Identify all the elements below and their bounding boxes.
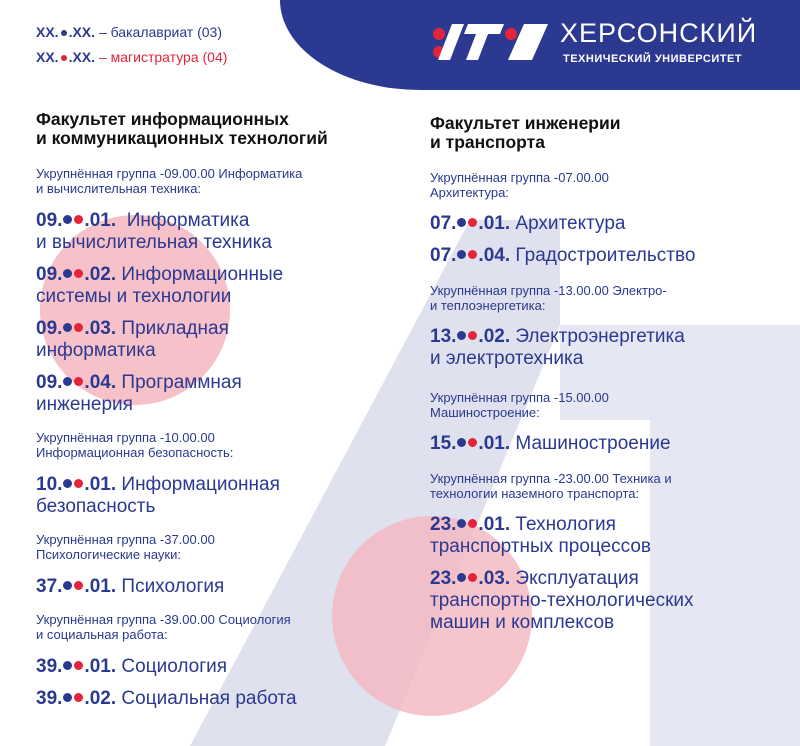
- program-name: транспортно-технологических: [430, 590, 694, 611]
- blue-dot-icon: [63, 661, 72, 670]
- program-code: .01.: [84, 474, 117, 495]
- legend-code-part: ХХ.: [36, 24, 59, 40]
- program-name: Архитектура: [515, 213, 626, 234]
- program-name: Программная: [121, 372, 242, 393]
- program-code: .02.: [84, 264, 117, 285]
- program-name: Социальная работа: [121, 688, 297, 709]
- title-line: Факультет инженерии: [430, 113, 621, 133]
- program-code: 09.: [36, 372, 63, 393]
- red-dot-icon: [74, 661, 83, 670]
- group-line: Укрупнённая группа -23.00.00 Техника и: [430, 471, 672, 486]
- group-line: Укрупнённая группа -15.00.00: [430, 390, 609, 405]
- program-name: Информационная: [121, 474, 280, 495]
- program-item: [36, 264, 283, 308]
- red-dot-icon: [74, 693, 83, 702]
- legend-master: [36, 49, 227, 65]
- blue-dot-icon: [63, 479, 72, 488]
- program-name: Технология: [515, 514, 616, 535]
- program-item: [430, 514, 651, 558]
- red-dot-icon: [74, 323, 83, 332]
- program-name: Информационные: [121, 264, 284, 285]
- red-dot-icon: [468, 519, 477, 528]
- red-dot-icon: [468, 250, 477, 259]
- group-heading: [36, 166, 302, 196]
- program-code: 10.: [36, 474, 63, 495]
- title-line: и коммуникационных технологий: [36, 128, 328, 148]
- program-code: .02.: [84, 688, 117, 709]
- university-subtitle: ТЕХНИЧЕСКИЙ УНИВЕРСИТЕТ: [563, 53, 742, 65]
- legend-code-part: .ХХ.: [68, 49, 96, 65]
- red-dot-icon: [468, 218, 477, 227]
- program-item: [36, 576, 224, 598]
- group-line: Машиностроение:: [430, 405, 540, 420]
- group-heading: [36, 430, 233, 460]
- program-name: Машиностроение: [515, 433, 671, 454]
- program-name: инженерия: [36, 394, 133, 415]
- faculty-title-ict: [36, 110, 328, 148]
- red-dot-icon: [74, 377, 83, 386]
- blue-dot-icon: [457, 438, 466, 447]
- program-code: 37.: [36, 576, 63, 597]
- red-dot-icon: [468, 331, 477, 340]
- blue-dot-icon: [457, 519, 466, 528]
- group-line: Укрупнённая группа -37.00.00: [36, 532, 215, 547]
- legend-text: – бакалавриат (03): [98, 24, 222, 40]
- program-code: 23.: [430, 568, 457, 589]
- group-line: Укрупнённая группа -39.00.00 Социология: [36, 612, 291, 627]
- group-heading: [430, 471, 672, 501]
- program-code: 09.: [36, 210, 63, 231]
- blue-dot-icon: [457, 331, 466, 340]
- program-code: 13.: [430, 326, 457, 347]
- program-code: .01.: [478, 514, 511, 535]
- university-name: ХЕРСОНСКИЙ: [560, 18, 758, 48]
- group-heading: [430, 170, 609, 200]
- program-name: информатика: [36, 340, 156, 361]
- program-code: .04.: [84, 372, 117, 393]
- legend-code-part: ХХ.: [36, 49, 59, 65]
- program-name: системы и технологии: [36, 286, 232, 307]
- group-line: технологии наземного транспорта:: [430, 486, 640, 501]
- program-name: машин и комплексов: [430, 612, 615, 633]
- group-line: Укрупнённая группа -10.00.00: [36, 430, 215, 445]
- blue-dot-icon: [457, 573, 466, 582]
- khntu-logo-icon: [428, 22, 550, 62]
- program-code: .01.: [478, 433, 511, 454]
- program-code: .04.: [478, 245, 511, 266]
- faculty-title-engineering: [430, 114, 621, 152]
- program-code: .01.: [478, 213, 511, 234]
- red-dot-icon: [74, 479, 83, 488]
- group-heading: [430, 390, 609, 420]
- program-code: 39.: [36, 656, 63, 677]
- legend-text: – магистратура (04): [98, 49, 228, 65]
- program-code: 39.: [36, 688, 63, 709]
- program-name: Эксплуатация: [515, 568, 639, 589]
- blue-dot-icon: [63, 323, 72, 332]
- program-item: [36, 372, 242, 416]
- legend-code-part: .ХХ.: [68, 24, 96, 40]
- program-code: .01.: [84, 656, 117, 677]
- program-code: 15.: [430, 433, 457, 454]
- program-name: транспортных процессов: [430, 536, 651, 557]
- program-code: .03.: [478, 568, 511, 589]
- program-name: и электротехника: [430, 348, 584, 369]
- blue-dot-icon: [457, 250, 466, 259]
- program-name: и вычислительная техника: [36, 232, 272, 253]
- program-item: [430, 568, 694, 634]
- program-name: Социология: [121, 656, 228, 677]
- program-name: Прикладная: [121, 318, 229, 339]
- program-item: [430, 433, 671, 455]
- program-code: 09.: [36, 318, 63, 339]
- group-line: и вычислительная техника:: [36, 181, 202, 196]
- program-item: [36, 656, 227, 678]
- program-item: [36, 318, 229, 362]
- group-line: и социальная работа:: [36, 627, 168, 642]
- group-line: Укрупнённая группа -07.00.00: [430, 170, 609, 185]
- group-heading: [36, 612, 291, 642]
- red-dot-icon: [74, 581, 83, 590]
- program-name: Психология: [121, 576, 225, 597]
- program-code: 07.: [430, 245, 457, 266]
- program-name: безопасность: [36, 496, 156, 517]
- program-name: Информатика: [126, 210, 250, 231]
- red-dot-icon: [61, 55, 67, 61]
- red-dot-icon: [74, 215, 83, 224]
- red-dot-icon: [468, 438, 477, 447]
- group-heading: [430, 283, 667, 313]
- group-line: Психологические науки:: [36, 547, 181, 562]
- program-code: .03.: [84, 318, 117, 339]
- blue-dot-icon: [63, 269, 72, 278]
- group-line: Укрупнённая группа -09.00.00 Информатика: [36, 166, 303, 181]
- blue-dot-icon: [63, 377, 72, 386]
- group-heading: [36, 532, 215, 562]
- blue-dot-icon: [63, 693, 72, 702]
- title-line: и транспорта: [430, 132, 545, 152]
- group-line: и теплоэнергетика:: [430, 298, 546, 313]
- blue-dot-icon: [61, 30, 67, 36]
- program-item: [430, 326, 685, 370]
- group-line: Архитектура:: [430, 185, 509, 200]
- program-code: 09.: [36, 264, 63, 285]
- program-item: [430, 245, 695, 267]
- red-dot-icon: [468, 573, 477, 582]
- group-line: Укрупнённая группа -13.00.00 Электро-: [430, 283, 667, 298]
- blue-dot-icon: [457, 218, 466, 227]
- program-name: Электроэнергетика: [515, 326, 685, 347]
- program-code: 23.: [430, 514, 457, 535]
- blue-dot-icon: [63, 215, 72, 224]
- blue-dot-icon: [63, 581, 72, 590]
- program-item: [36, 210, 272, 254]
- program-code: .02.: [478, 326, 511, 347]
- group-line: Информационная безопасность:: [36, 445, 234, 460]
- red-dot-icon: [74, 269, 83, 278]
- title-line: Факультет информационных: [36, 109, 289, 129]
- program-name: Градостроительство: [515, 245, 696, 266]
- program-item: [36, 688, 297, 710]
- legend-bachelor: [36, 24, 222, 40]
- program-item: [430, 213, 625, 235]
- program-item: [36, 474, 280, 518]
- program-code: .01.: [84, 210, 117, 231]
- program-code: .01.: [84, 576, 117, 597]
- program-code: 07.: [430, 213, 457, 234]
